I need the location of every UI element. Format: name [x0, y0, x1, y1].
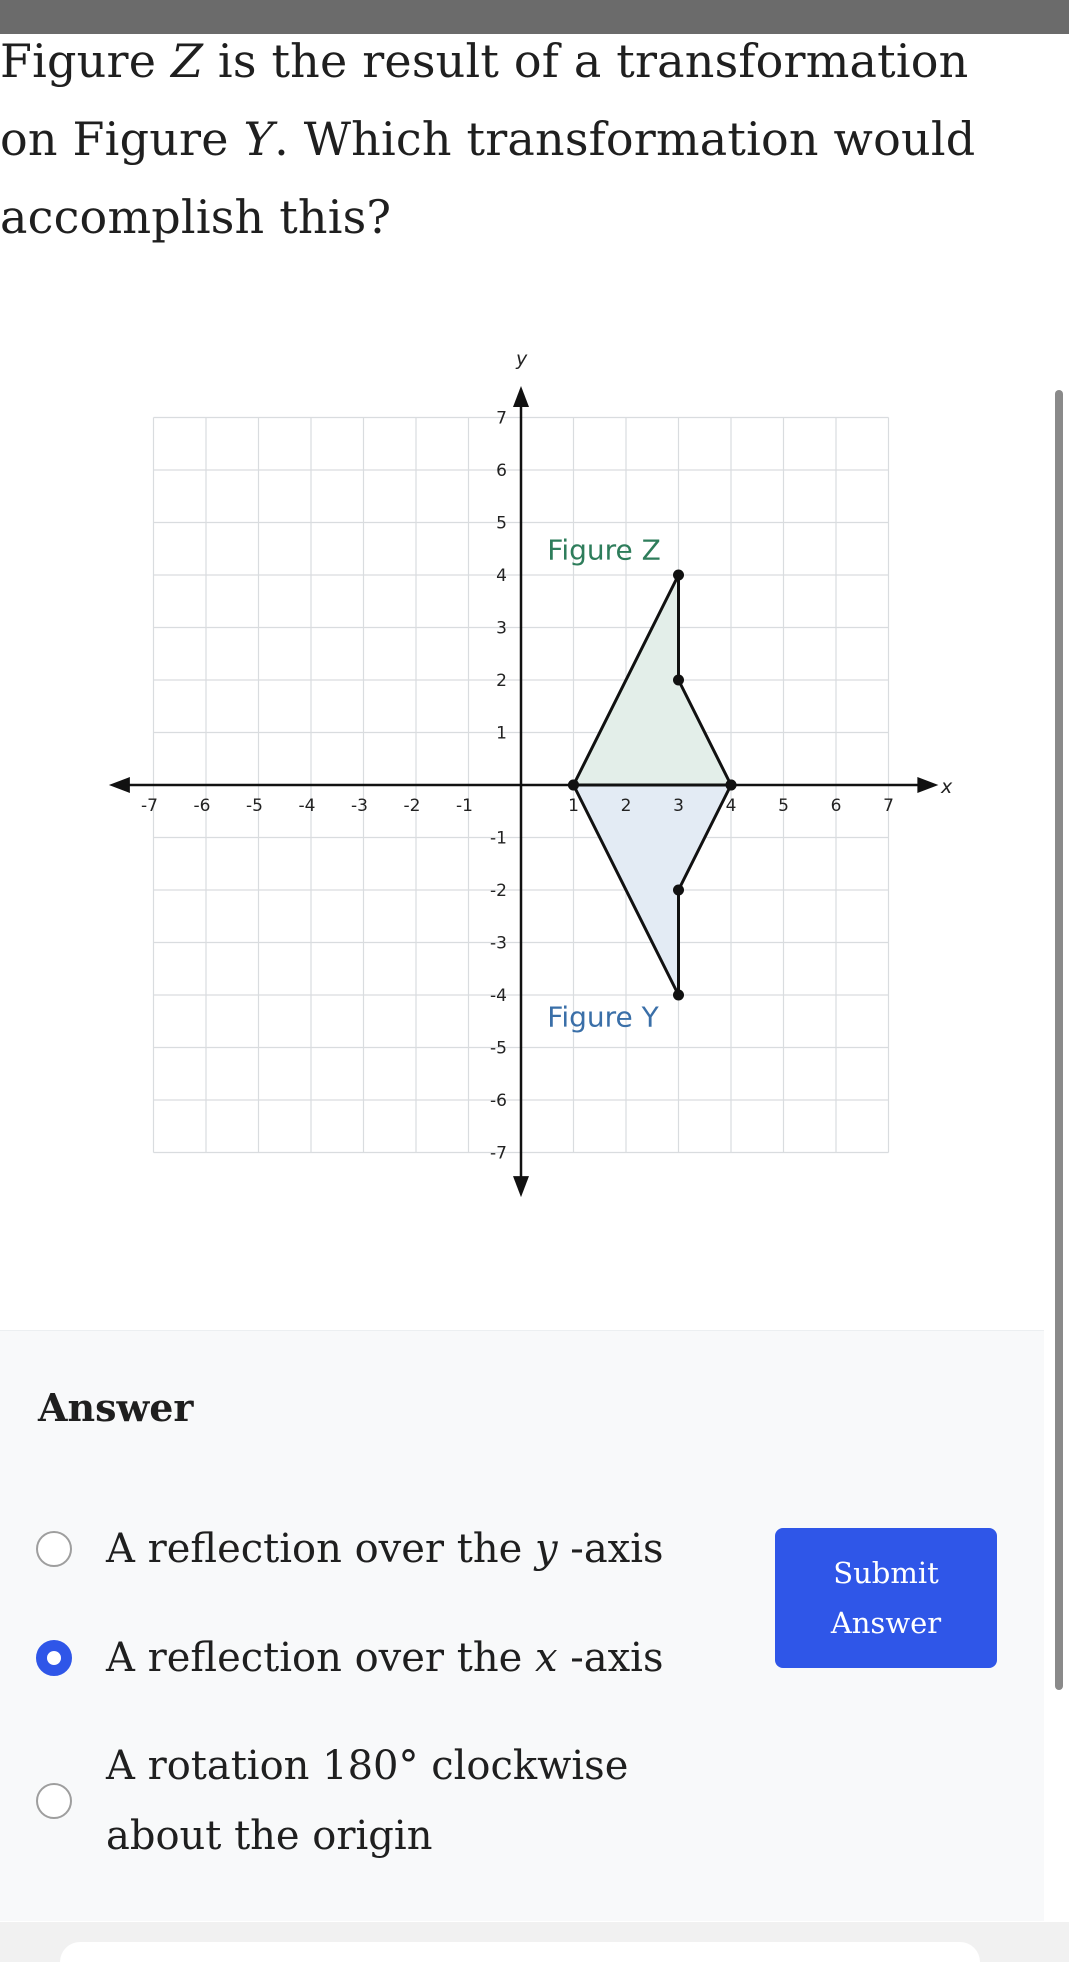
figure-z-vertex	[673, 675, 684, 686]
x-axis-arrow-left	[109, 777, 130, 793]
figure-z-vertex	[673, 570, 684, 581]
x-tick-label: 5	[778, 796, 789, 816]
question-var-y: Y	[243, 112, 275, 166]
y-tick-label: -1	[490, 828, 507, 849]
answer-title: Answer	[38, 1385, 194, 1430]
figures	[547, 533, 736, 1033]
x-tick-label: 6	[830, 796, 842, 816]
axes	[109, 348, 953, 1197]
figure-y-vertex	[568, 780, 579, 791]
y-tick-label: -6	[490, 1091, 507, 1111]
x-tick-label: 4	[725, 796, 737, 816]
option-label: A reflection over the y -axis	[106, 1526, 664, 1572]
y-tick-label: -3	[490, 933, 507, 954]
y-tick-label: -7	[490, 1143, 507, 1164]
question-var-z: Z	[170, 34, 204, 88]
submit-answer-button[interactable]: Submit Answer	[775, 1528, 997, 1668]
option-label: A rotation 180° clockwise about the origin	[106, 1743, 629, 1859]
y-tick-label: 4	[496, 566, 507, 586]
option-label: A reflection over the x -axis	[106, 1635, 664, 1681]
radio-button[interactable]	[36, 1531, 72, 1567]
y-tick-label: 3	[496, 618, 507, 639]
y-tick-label: 2	[496, 671, 507, 691]
scrollbar-thumb[interactable]	[1055, 390, 1063, 1690]
radio-button[interactable]	[36, 1783, 72, 1819]
question-text	[0, 22, 1040, 256]
x-tick-label: 2	[620, 796, 632, 816]
x-axis-label: x	[941, 776, 953, 798]
figure-y-vertex	[726, 780, 737, 791]
y-axis-arrow-down	[513, 1176, 529, 1197]
question-part3: . Which transformation would accomplish this?	[0, 112, 976, 244]
y-tick-label: -5	[490, 1038, 507, 1059]
coordinate-graph	[100, 345, 980, 1205]
x-tick-label: 1	[568, 796, 579, 816]
option-rotation-180[interactable]	[36, 1731, 628, 1871]
y-axis-label: y	[516, 348, 528, 370]
x-tick-label: -2	[403, 796, 421, 816]
y-tick-label: -4	[490, 986, 507, 1006]
y-axis-arrow-up	[513, 386, 529, 407]
option-reflect-y-axis[interactable]	[36, 1514, 664, 1584]
figure-y-label: Figure Y	[547, 1000, 659, 1034]
answer-panel	[0, 1330, 1044, 1921]
x-tick-label: -3	[351, 796, 368, 816]
x-tick-label: 7	[883, 796, 894, 816]
x-tick-label: 3	[673, 796, 684, 816]
y-tick-label: 6	[496, 461, 507, 481]
y-tick-label: 1	[496, 723, 507, 744]
figure-y-vertex	[673, 990, 684, 1001]
y-tick-label: -2	[490, 881, 507, 901]
y-tick-label: 5	[496, 513, 507, 534]
x-tick-label: -7	[141, 796, 158, 816]
x-tick-label: -1	[456, 796, 473, 816]
figure-y-vertex	[673, 885, 684, 896]
radio-button-selected[interactable]	[36, 1640, 72, 1676]
x-axis-arrow-right	[917, 777, 938, 793]
question-part1: Figure	[0, 34, 171, 88]
bottom-input-bar[interactable]	[60, 1942, 980, 1982]
x-tick-label: -6	[193, 796, 211, 816]
x-tick-label: -4	[298, 796, 316, 816]
option-reflect-x-axis[interactable]	[36, 1623, 664, 1693]
figure-z-label: Figure Z	[547, 533, 661, 567]
question-part2: is the result of a transformation on Figure	[0, 34, 969, 166]
x-tick-label: -5	[246, 796, 263, 816]
y-tick-label: 7	[496, 408, 507, 429]
